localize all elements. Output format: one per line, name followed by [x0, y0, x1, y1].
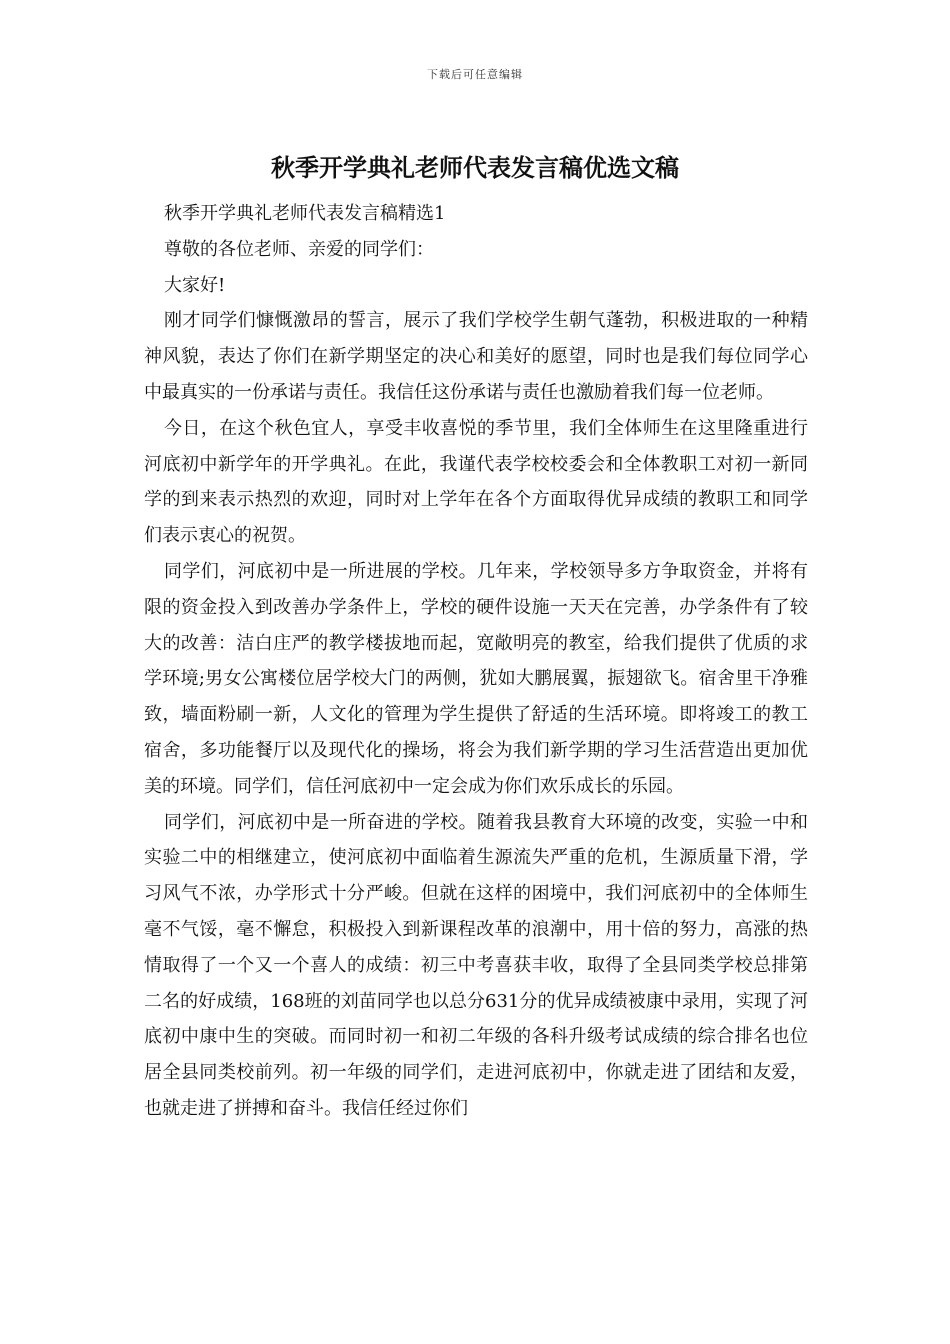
header-note: 下载后可任意编辑	[427, 68, 523, 81]
body-paragraph: 同学们，河底初中是一所进展的学校。几年来，学校领导多方争取资金，并将有限的资金投入到改善办学条件上，学校的硬件设施一天天在完善，办学条件有了较大的改善：洁白庄严的教学楼拔地而起，宽敞明亮的教室，给我们提供了优质的求学环境;男女公寓楼位居学校大门的两侧，犹如大鹏展翼，振翅欲飞。宿舍里干净雅致，墙面粉刷一新，人文化的管理为学生提供了舒适的生活环境。即将竣工的教工宿舍，多功能餐厅以及现代化的操场，将会为我们新学期的学习生活营造出更加优美的环境。同学们，信任河底初中一定会成为你们欢乐成长的乐园。	[144, 560, 808, 797]
subtitle-paragraph: 秋季开学典礼老师代表发言稿精选1	[164, 203, 446, 224]
salutation-paragraph: 尊敬的各位老师、亲爱的同学们：	[164, 238, 434, 260]
document-body	[144, 196, 808, 1127]
body-paragraph: 刚才同学们慷慨激昂的誓言，展示了我们学校学生朝气蓬勃，积极进取的一种精神风貌，表达了你们在新学期坚定的决心和美好的愿望，同时也是我们每位同学心中最真实的一份承诺与责任。我信任这份承诺与责任也激励着我们每一位老师。	[144, 310, 808, 403]
body-paragraph: 今日，在这个秋色宜人，享受丰收喜悦的季节里，我们全体师生在这里隆重进行河底初中新学年的开学典礼。在此，我谨代表学校校委会和全体教职工对初一新同学的到来表示热烈的欢迎，同时对上学年在各个方面取得优异成绩的教职工和同学们表示衷心的祝贺。	[144, 417, 808, 547]
document-title: 秋季开学典礼老师代表发言稿优选文稿	[271, 153, 679, 182]
greeting-paragraph: 大家好!	[164, 274, 226, 296]
body-paragraph: 同学们，河底初中是一所奋进的学校。随着我县教育大环境的改变，实验一中和实验二中的相继建立，使河底初中面临着生源流失严重的危机，生源质量下滑，学习风气不浓，办学形式十分严峻。但就在这样的困境中，我们河底初中的全体师生毫不气馁，毫不懈怠，积极投入到新课程改革的浪潮中，用十倍的努力，高涨的热情取得了一个又一个喜人的成绩：初三中考喜获丰收，取得了全县同类学校总排第二名的好成绩，168班的刘苗同学也以总分631分的优异成绩被康中录用，实现了河底初中康中生的突破。而同时初一和初二年级的各科升级考试成绩的综合排名也位居全县同类校前列。初一年级的同学们，走进河底初中，你就走进了团结和友爱，也就走进了拼搏和奋斗。我信任经过你们	[144, 811, 808, 1119]
